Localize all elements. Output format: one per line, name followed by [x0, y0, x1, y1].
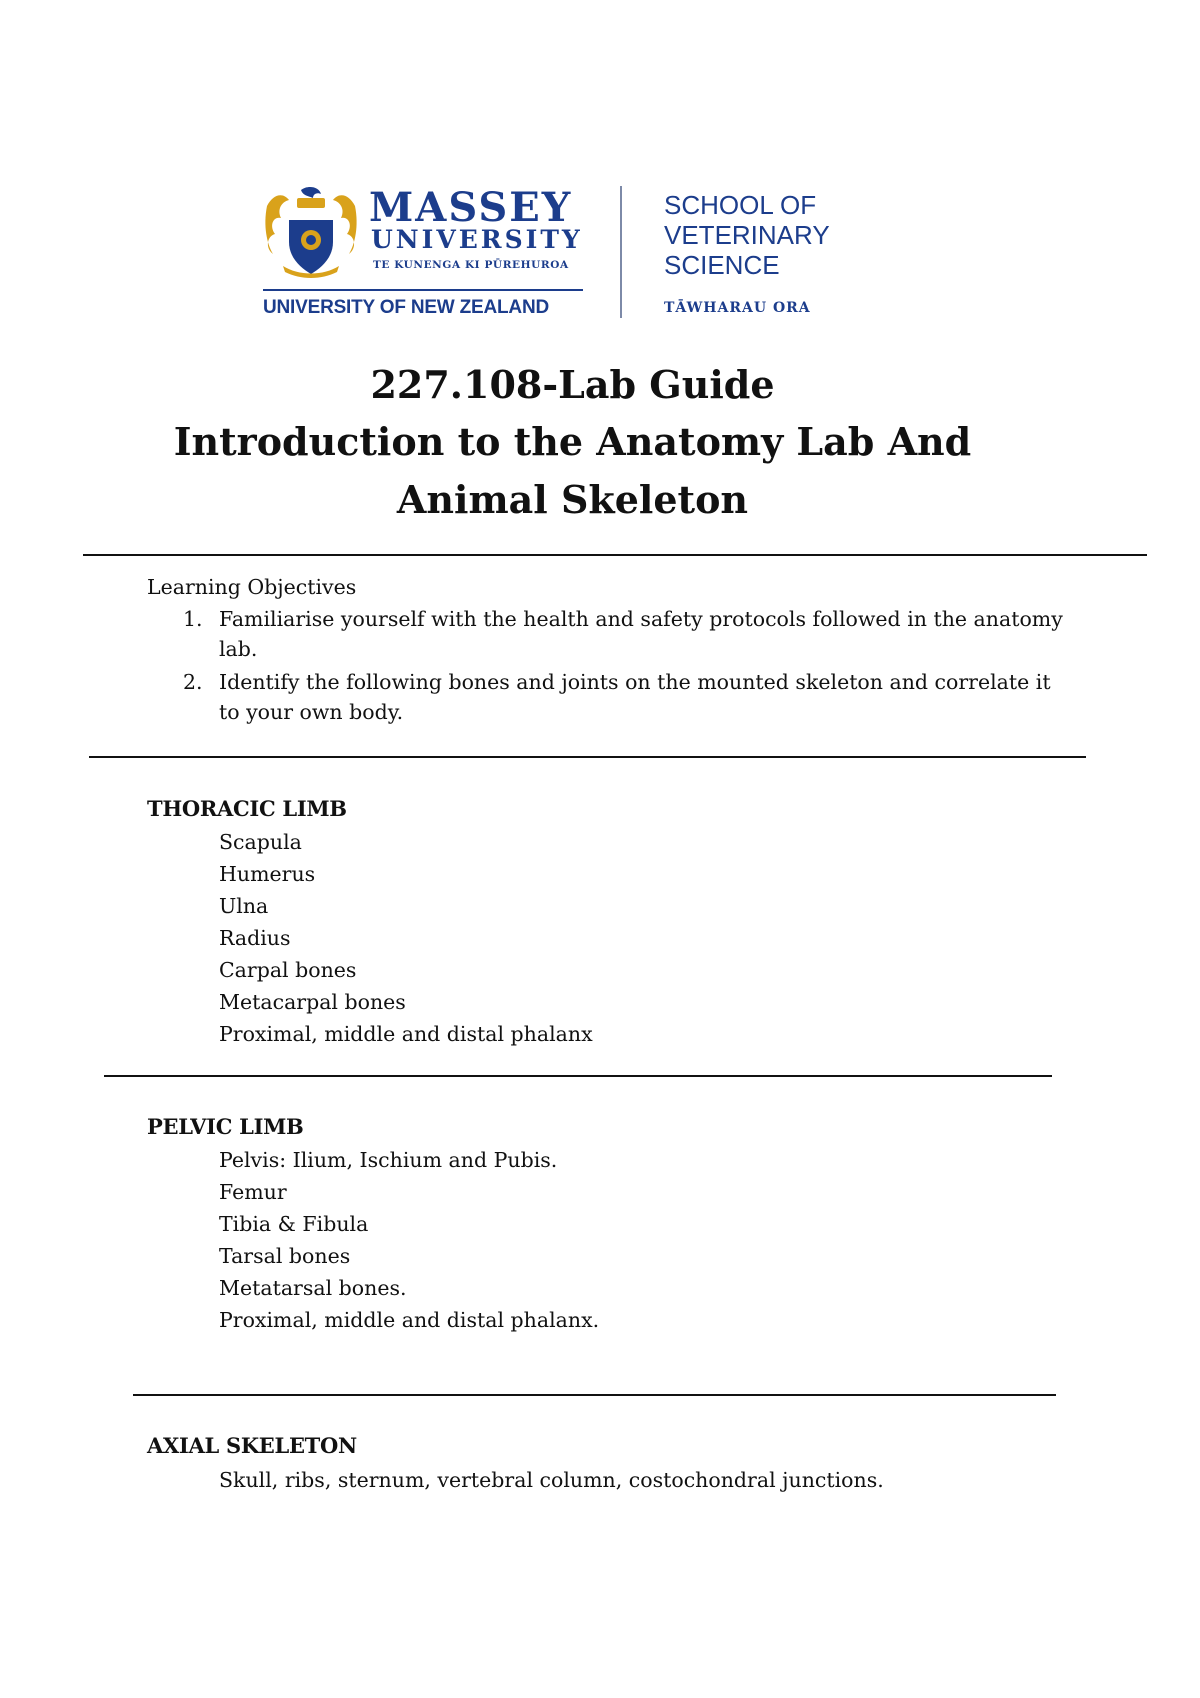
axial-heading: AXIAL SKELETON — [147, 1433, 357, 1458]
massey-crest-icon — [263, 186, 359, 278]
school-maori-name: TĀWHARAU ORA — [664, 300, 811, 316]
list-item: Proximal, middle and distal phalanx. — [219, 1308, 600, 1332]
objective-text: Familiarise yourself with the health and safety protocols followed in the anatomy lab. — [219, 607, 1063, 661]
list-item: Proximal, middle and distal phalanx — [219, 1022, 593, 1046]
list-item: Ulna — [219, 894, 269, 918]
axial-list — [219, 1464, 884, 1496]
pelvic-heading: PELVIC LIMB — [147, 1114, 304, 1139]
university-word: UNIVERSITY — [371, 225, 583, 254]
objective-text: Identify the following bones and joints on the mounted skeleton and correlate it to your own body. — [219, 670, 1051, 724]
divider-pelvic — [133, 1394, 1056, 1396]
university-maori-name: TE KUNENGA KI PŪREHUROA — [373, 259, 569, 271]
divider-objectives — [89, 756, 1086, 758]
thoracic-heading: THORACIC LIMB — [147, 796, 347, 821]
objective-item — [183, 667, 1073, 731]
list-item: Metatarsal bones. — [219, 1276, 407, 1300]
list-item: Carpal bones — [219, 958, 357, 982]
objective-number: 2. — [183, 670, 203, 694]
logo-rule — [263, 289, 583, 291]
thoracic-list — [219, 826, 593, 1050]
list-item: Humerus — [219, 862, 316, 886]
list-item: Tarsal bones — [219, 1244, 351, 1268]
school-line-2: VETERINARY — [664, 220, 830, 250]
divider-thoracic — [104, 1075, 1052, 1077]
list-item: Pelvis: Ilium, Ischium and Pubis. — [219, 1148, 558, 1172]
logo-divider — [620, 186, 622, 318]
university-tagline: UNIVERSITY OF NEW ZEALAND — [263, 297, 549, 318]
title-line-3: Animal Skeleton — [396, 477, 749, 522]
divider-top — [83, 554, 1147, 556]
title-line-1: 227.108-Lab Guide — [370, 362, 775, 407]
list-item: Tibia & Fibula — [219, 1212, 369, 1236]
title-line-2: Introduction to the Anatomy Lab And — [173, 419, 972, 464]
school-line-1: SCHOOL OF — [664, 190, 817, 220]
list-item: Radius — [219, 926, 291, 950]
list-item: Skull, ribs, sternum, vertebral column, costochondral junctions. — [219, 1468, 884, 1492]
list-item: Metacarpal bones — [219, 990, 406, 1014]
school-line-3: SCIENCE — [664, 250, 780, 280]
objective-item — [183, 604, 1073, 668]
university-name: MASSEY — [369, 184, 573, 231]
pelvic-list — [219, 1144, 599, 1336]
objective-number: 1. — [183, 607, 203, 631]
list-item: Femur — [219, 1180, 287, 1204]
massey-logo — [263, 186, 833, 326]
objectives-heading: Learning Objectives — [147, 575, 357, 599]
list-item: Scapula — [219, 830, 302, 854]
